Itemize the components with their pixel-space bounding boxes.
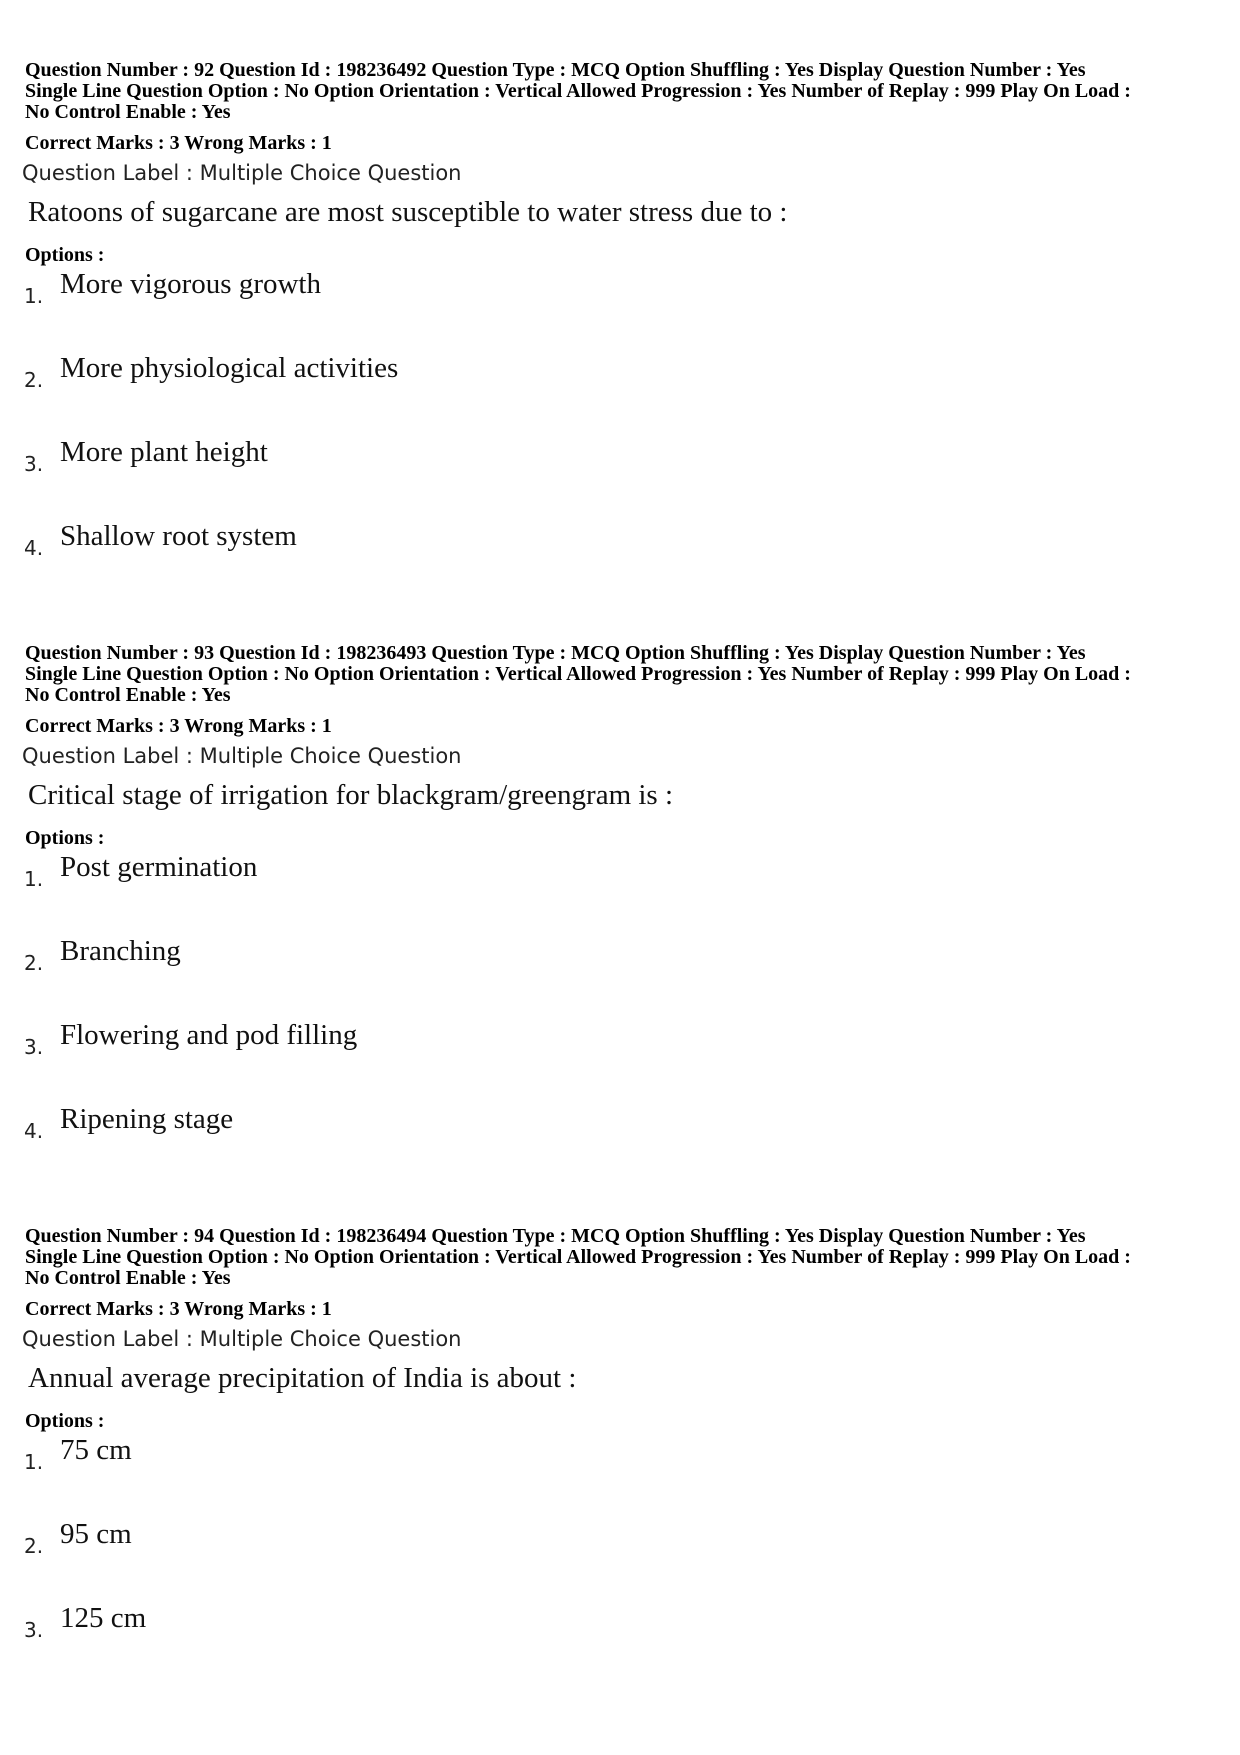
option-item[interactable] xyxy=(25,1432,1225,1516)
question-text: Ratoons of sugarcane are most susceptible to water stress due to : xyxy=(28,196,788,228)
question-text: Annual average precipitation of India is about : xyxy=(28,1362,577,1394)
options-heading: Options : xyxy=(25,244,105,266)
option-item[interactable] xyxy=(25,849,1225,933)
option-text: 125 cm xyxy=(60,1602,147,1634)
option-item[interactable] xyxy=(25,266,1225,350)
option-number: 3. xyxy=(24,1035,44,1059)
option-text: 95 cm xyxy=(60,1518,132,1550)
option-text: Branching xyxy=(60,935,181,967)
option-item[interactable] xyxy=(25,1600,1225,1684)
option-item[interactable] xyxy=(25,350,1225,434)
question-meta-line-2: Single Line Question Option : No Option Orientation : Vertical Allowed Progression : Yes Number of Replay : 999 Play On Load : xyxy=(25,663,1131,685)
option-number: 3. xyxy=(24,452,44,476)
question-label: Question Label : Multiple Choice Question xyxy=(22,744,462,768)
option-number: 2. xyxy=(24,368,44,392)
option-item[interactable] xyxy=(25,933,1225,1017)
option-text: More physiological activities xyxy=(60,352,399,384)
question-meta-line-1: Question Number : 93 Question Id : 198236493 Question Type : MCQ Option Shuffling : Yes Display Question Number : Yes xyxy=(25,642,1086,664)
option-item[interactable] xyxy=(25,1017,1225,1101)
question-meta-line-3: No Control Enable : Yes xyxy=(25,684,231,706)
question-meta-line-3: No Control Enable : Yes xyxy=(25,101,231,123)
options-heading: Options : xyxy=(25,1410,105,1432)
option-text: More vigorous growth xyxy=(60,268,321,300)
option-text: Ripening stage xyxy=(60,1103,234,1135)
question-meta-line-2: Single Line Question Option : No Option Orientation : Vertical Allowed Progression : Yes Number of Replay : 999 Play On Load : xyxy=(25,80,1131,102)
question-meta-line-3: No Control Enable : Yes xyxy=(25,1267,231,1289)
option-number: 4. xyxy=(24,536,44,560)
option-text: More plant height xyxy=(60,436,268,468)
option-item[interactable] xyxy=(25,518,1225,602)
option-text: 75 cm xyxy=(60,1434,132,1466)
question-meta-line-1: Question Number : 94 Question Id : 198236494 Question Type : MCQ Option Shuffling : Yes Display Question Number : Yes xyxy=(25,1225,1086,1247)
option-number: 1. xyxy=(24,1450,44,1474)
option-text: Flowering and pod filling xyxy=(60,1019,358,1051)
question-text: Critical stage of irrigation for blackgram/greengram is : xyxy=(28,779,674,811)
question-meta-line-2: Single Line Question Option : No Option Orientation : Vertical Allowed Progression : Yes Number of Replay : 999 Play On Load : xyxy=(25,1246,1131,1268)
option-text: Shallow root system xyxy=(60,520,297,552)
option-item[interactable] xyxy=(25,1516,1225,1600)
option-number: 1. xyxy=(24,284,44,308)
option-item[interactable] xyxy=(25,434,1225,518)
option-number: 4. xyxy=(24,1119,44,1143)
option-number: 2. xyxy=(24,951,44,975)
question-label: Question Label : Multiple Choice Question xyxy=(22,1327,462,1351)
question-label: Question Label : Multiple Choice Question xyxy=(22,161,462,185)
option-number: 3. xyxy=(24,1618,44,1642)
option-text: Post germination xyxy=(60,851,258,883)
question-block-93 xyxy=(22,642,1225,1185)
option-number: 2. xyxy=(24,1534,44,1558)
question-marks: Correct Marks : 3 Wrong Marks : 1 xyxy=(25,1298,332,1320)
question-marks: Correct Marks : 3 Wrong Marks : 1 xyxy=(25,132,332,154)
question-block-92 xyxy=(22,59,1225,602)
options-heading: Options : xyxy=(25,827,105,849)
option-item[interactable] xyxy=(25,1101,1225,1185)
question-marks: Correct Marks : 3 Wrong Marks : 1 xyxy=(25,715,332,737)
option-number: 1. xyxy=(24,867,44,891)
question-meta-line-1: Question Number : 92 Question Id : 198236492 Question Type : MCQ Option Shuffling : Yes Display Question Number : Yes xyxy=(25,59,1086,81)
question-block-94 xyxy=(22,1225,1225,1684)
